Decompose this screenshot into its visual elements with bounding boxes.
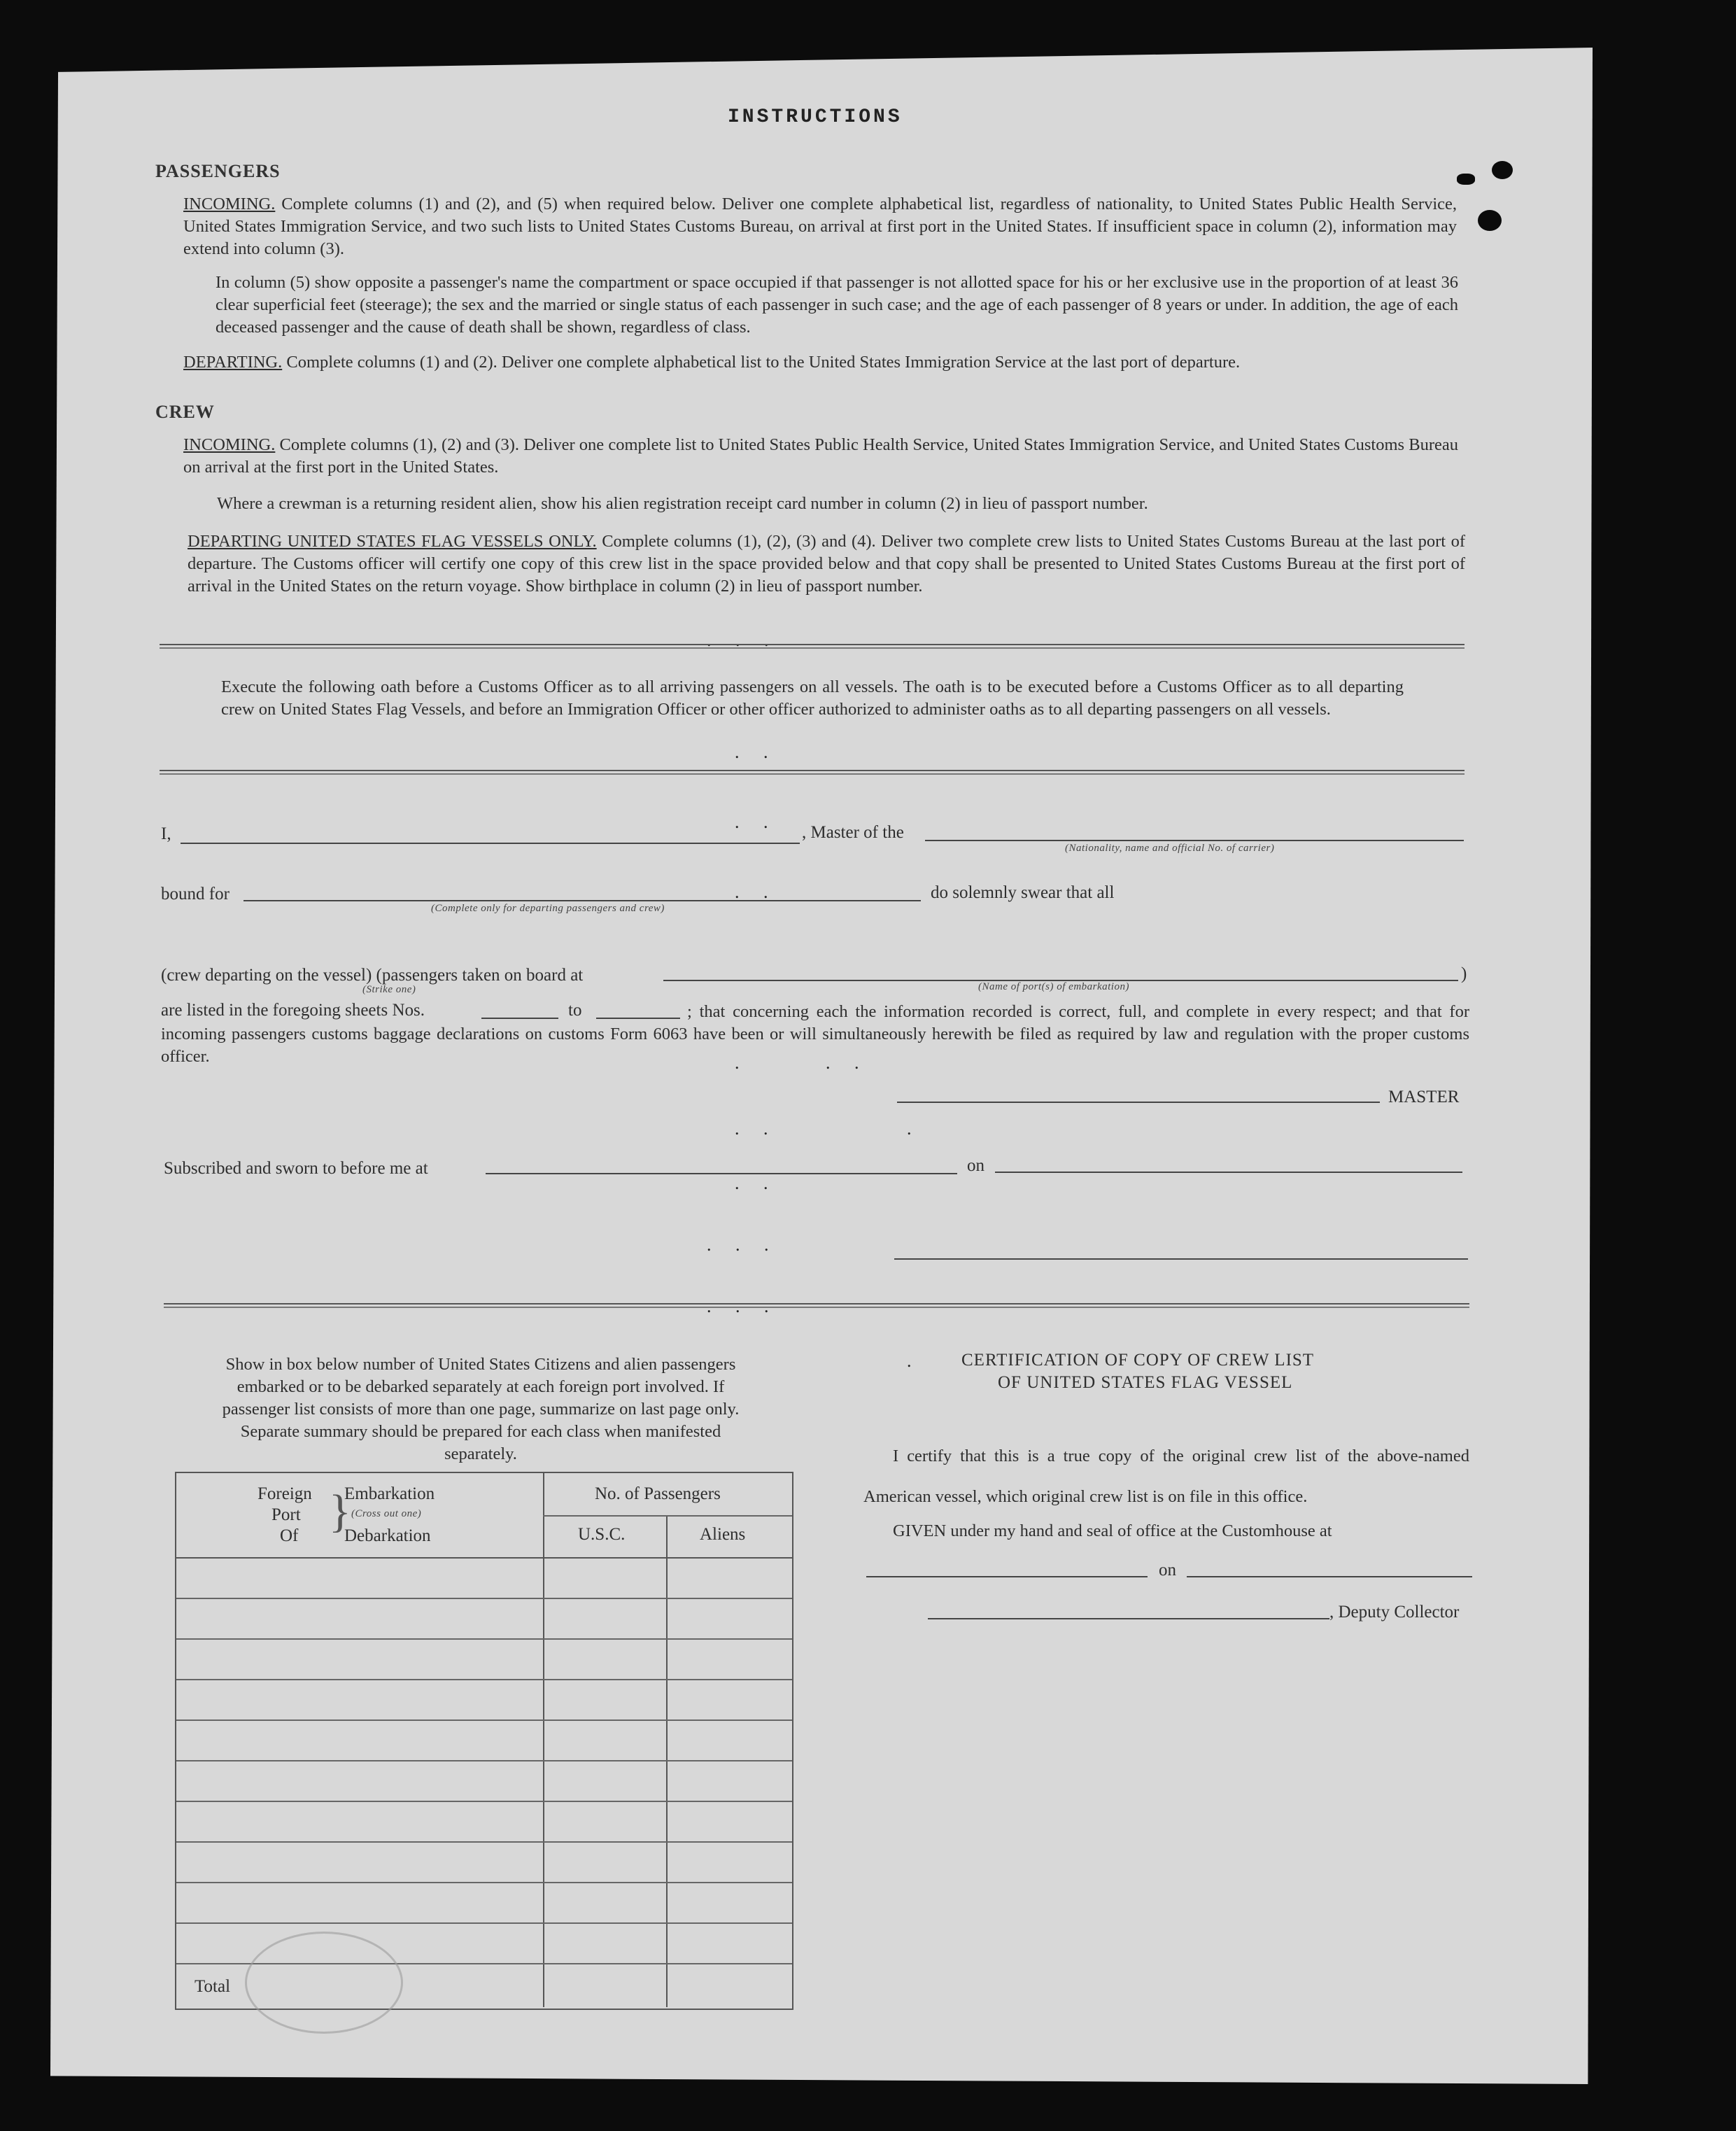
crew-flag-text: Complete columns (1), (2), (3) and (4). Deliver two complete crew lists to United States Customs Bureau at the last port of departure. The Customs officer will certify one copy of this crew list in the space provided below and that copy shall be presented to United States Customs Bureau at the first port of arrival in the United States on the return voyage. Show birthplace in column (2) in lieu of passport number. (188, 532, 1465, 596)
col-no-passengers: No. of Passengers (595, 1484, 721, 1503)
subscribed-place-field[interactable] (486, 1173, 957, 1174)
customhouse-field[interactable] (866, 1576, 1148, 1577)
carrier-field[interactable] (925, 840, 1464, 841)
oath-instruction: Execute the following oath before a Customs Officer as to all arriving passengers on all vessels. The oath is to be executed before a Customs Officer as to all departing crew on United States Flag Vessels, and before an Immigration Officer or other officer authorized to administer oaths as to all departing passengers on all vessels. (221, 677, 1404, 719)
crew-passengers-label: (crew departing on the vessel) (passengers taken on board at (161, 966, 584, 985)
table-row[interactable] (176, 1719, 792, 1721)
certification-text: I certify that this is a true copy of the original crew list of the above-named American vessel, which original crew list is on file in this office. (863, 1447, 1469, 1506)
divider-line (164, 1303, 1469, 1308)
perforation-dots: . . (826, 1053, 869, 1073)
certification-heading-2: OF UNITED STATES FLAG VESSEL (998, 1373, 1293, 1392)
col-debarkation: Debarkation (344, 1526, 431, 1545)
table-row[interactable] (176, 1801, 792, 1802)
subscribed-on-label: on (967, 1156, 985, 1175)
master-signature-field[interactable] (897, 1102, 1380, 1103)
certification-given: GIVEN under my hand and seal of office at the Customhouse at (893, 1521, 1332, 1540)
total-label: Total (195, 1977, 231, 1996)
bound-for-field[interactable] (244, 900, 921, 901)
table-row[interactable] (176, 1760, 792, 1761)
perforation-dots: . (907, 1351, 922, 1371)
certification-on-label: on (1159, 1561, 1176, 1580)
page-title: INSTRUCTIONS (728, 106, 903, 128)
perforation-dots: . . (735, 812, 778, 832)
crew-flag-paragraph (188, 530, 1465, 598)
customs-seal-stamp (245, 1932, 403, 2034)
master-name-field[interactable] (181, 843, 800, 844)
ink-blot (1492, 161, 1513, 179)
subscribed-label: Subscribed and sworn to before me at (164, 1159, 428, 1178)
divider-line (160, 644, 1465, 649)
crew-incoming-text: Complete columns (1), (2) and (3). Deliver one complete list to United States Public Health Service, United States Immigration Service, and United States Customs Bureau on arrival at the first port in the United States. (183, 435, 1459, 477)
col-cross: (Cross out one) (351, 1508, 422, 1519)
perforation-dots: . . (735, 1173, 778, 1193)
listed-rest (161, 1001, 1469, 1068)
close-paren: ) (1461, 964, 1467, 983)
crew-incoming-lead: INCOMING. (183, 435, 276, 454)
table-row[interactable] (176, 1841, 792, 1843)
bound-note: (Complete only for departing passengers and crew) (431, 903, 665, 914)
passengers-incoming-paragraph (183, 193, 1457, 260)
master-label: MASTER (1388, 1088, 1460, 1106)
perforation-dots: . . (735, 1118, 778, 1139)
ink-blot (1457, 174, 1475, 185)
perforation-dots: . . (735, 742, 778, 762)
summary-instruction: Show in box below number of United States Citizens and alien passengers embarked or to be debarked separately at each foreign port involved. If passenger list consists of more than one page, summarize on last page only. Separate summary should be prepared for each class when manifested separately. (222, 1355, 740, 1463)
passengers-departing-text: Complete columns (1) and (2). Deliver one complete alphabetical list to the United States Immigration Service at the last port of departure. (286, 353, 1241, 372)
port-note: (Name of port(s) of embarkation) (978, 981, 1129, 992)
perforation-dots: . . . (707, 1296, 779, 1316)
col-usc: U.S.C. (578, 1525, 626, 1544)
brace-icon: } (329, 1486, 351, 1537)
col-of: Of (280, 1526, 299, 1545)
crew-heading: CREW (155, 402, 215, 422)
table-row[interactable] (176, 1882, 792, 1883)
passengers-departing-paragraph (183, 351, 1458, 374)
passengers-heading: PASSENGERS (155, 161, 281, 181)
column-divider (543, 1473, 544, 2007)
passengers-column5-paragraph: In column (5) show opposite a passenger's name the compartment or space occupied if that passenger is not allotted space for his or her exclusive use in the proportion of at least 36 clear superficial feet (steerage); the sex and the married or single status of each passenger in such case; and the age of each passenger of 8 years or under. In addition, the age of each deceased passenger and the cause of death shall be shown, regardless of class. (216, 273, 1458, 337)
subscribed-date-field[interactable] (995, 1172, 1462, 1173)
divider-line (160, 770, 1465, 775)
perforation-dots: . (735, 1053, 749, 1073)
listed-prefix: are listed in the foregoing sheets Nos. (161, 1001, 425, 1020)
oath-i-label: I, (161, 824, 171, 843)
perforation-dots: . . . (707, 1235, 779, 1255)
passengers-incoming-text: Complete columns (1) and (2), and (5) when required below. Deliver one complete alphabetical list, regardless of nationality, to United States Public Health Service, United States Immigration Service, and two such lists to United States Customs Bureau, on arrival at first port in the United States. If insufficient space in column (2), information may extend into column (3). (183, 195, 1458, 258)
ink-blot (1478, 210, 1502, 231)
officer-signature-field[interactable] (894, 1258, 1468, 1260)
perforation-dots: . . (735, 882, 778, 902)
certification-date-field[interactable] (1187, 1576, 1472, 1577)
bound-for-label: bound for (161, 885, 230, 903)
perforation-dots: . . . (707, 630, 779, 650)
col-foreign: Foreign (257, 1484, 312, 1503)
table-row[interactable] (176, 1922, 792, 1924)
strike-note: (Strike one) (362, 984, 416, 995)
passengers-departing-lead: DEPARTING. (183, 353, 283, 372)
listed-rest-text: ; that concerning each the information recorded is correct, full, and complete in every respect; and that for incoming passengers customs baggage declarations on customs Form 6063 have been or will simultaneously herewith be filed as required by law and regulation with the proper customs officer. (161, 1002, 1469, 1066)
carrier-note: (Nationality, name and official No. of carrier) (1065, 843, 1275, 854)
col-port: Port (271, 1505, 301, 1524)
col-embarkation: Embarkation (344, 1484, 435, 1503)
deputy-signature-field[interactable] (928, 1618, 1329, 1619)
subheader-divider (543, 1515, 792, 1517)
crew-resident-paragraph: Where a crewman is a returning resident alien, show his alien registration receipt card number in column (2) in lieu of passport number. (217, 494, 1148, 513)
swear-label: do solemnly swear that all (931, 883, 1115, 902)
deputy-collector-label: , Deputy Collector (1329, 1603, 1460, 1622)
passengers-incoming-lead: INCOMING. (183, 195, 276, 213)
certification-heading-1: CERTIFICATION OF COPY OF CREW LIST (961, 1351, 1315, 1370)
passenger-summary-table (175, 1472, 793, 2010)
master-of-label: , Master of the (802, 823, 904, 842)
table-row[interactable] (176, 1638, 792, 1640)
to-label: to (568, 1001, 582, 1020)
crew-flag-lead: DEPARTING UNITED STATES FLAG VESSELS ONLY. (188, 532, 597, 551)
perforation-dots: . (907, 1118, 922, 1139)
table-row[interactable] (176, 1598, 792, 1599)
table-row[interactable] (176, 1679, 792, 1680)
crew-incoming-paragraph (183, 434, 1458, 479)
col-aliens: Aliens (700, 1525, 746, 1544)
